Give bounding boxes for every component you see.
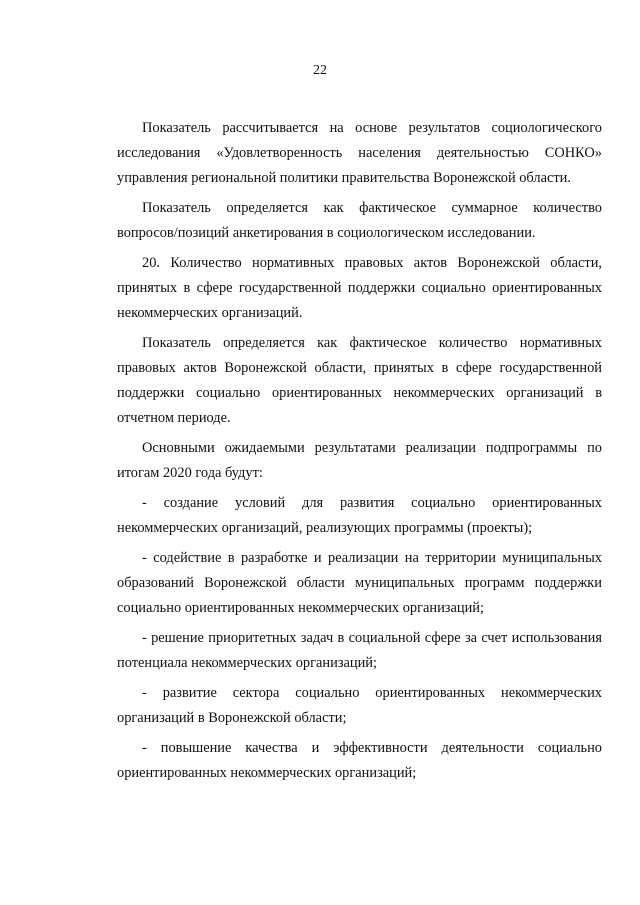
page-number: 22: [313, 63, 327, 78]
paragraph-indicator-sociological-study: Показатель рассчитывается на основе результатов социологического исследования «Удовлетворенность населения деятельностью СОНКО» управления региональной политики правительства Воронежской области.: [117, 120, 602, 186]
list-item-sector-development: - развитие сектора социально ориентированных некоммерческих организаций в Воронежской области;: [117, 685, 602, 726]
list-item-municipal-programs: - содействие в разработке и реализации на территории муниципальных образований Воронежской области муниципальных программ поддержки социально ориентированных некоммерческих организаций;: [117, 550, 602, 616]
list-item-priority-tasks: - решение приоритетных задач в социальной сфере за счет использования потенциала некоммерческих организаций;: [117, 630, 602, 671]
document-body: [117, 116, 602, 791]
paragraph-indicator-survey-questions: Показатель определяется как фактическое суммарное количество вопросов/позиций анкетирования в социологическом исследовании.: [117, 200, 602, 241]
paragraph-indicator-legal-acts: Показатель определяется как фактическое количество нормативных правовых актов Воронежской области, принятых в сфере государственной поддержки социально ориентированных некоммерческих организаций в отчетном периоде.: [117, 335, 602, 426]
list-item-quality-efficiency: - повышение качества и эффективности деятельности социально ориентированных некоммерческих организаций;: [117, 740, 602, 781]
list-item-conditions: - создание условий для развития социально ориентированных некоммерческих организаций, реализующих программы (проекты);: [117, 495, 602, 536]
paragraph-expected-results-intro: Основными ожидаемыми результатами реализации подпрограммы по итогам 2020 года будут:: [117, 440, 602, 481]
paragraph-item-20-heading: 20. Количество нормативных правовых актов Воронежской области, принятых в сфере государственной поддержки социально ориентированных некоммерческих организаций.: [117, 255, 602, 321]
